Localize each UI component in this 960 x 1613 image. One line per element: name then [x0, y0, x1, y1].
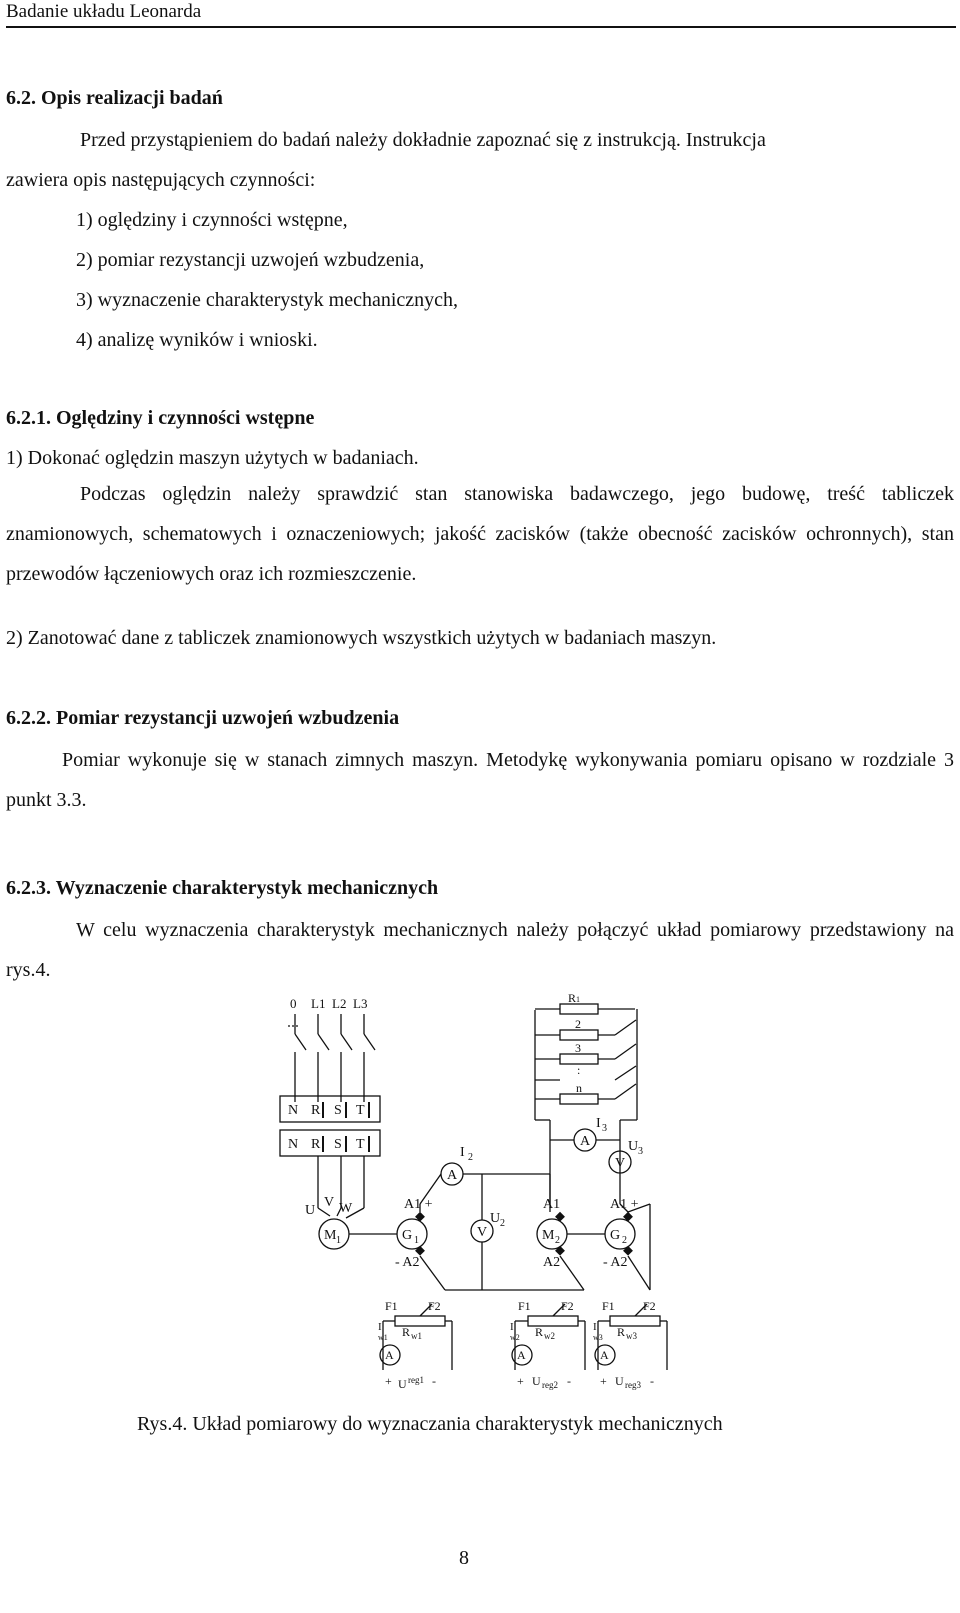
motor-terminal-v: V	[324, 1195, 335, 1210]
g2-terminal-a1: A1 +	[610, 1197, 639, 1212]
step-3: 3) wyznaczenie charakterystyk mechanicznych,	[76, 289, 459, 311]
fc3-u-sub: reg3	[625, 1380, 641, 1390]
fc1-f2: F2	[428, 1299, 441, 1313]
sub1-heading: 6.2.1. Oględziny i czynności wstępne	[6, 407, 315, 429]
starting-resistor-bank	[535, 1004, 637, 1120]
voltmeter-3-letter: V	[615, 1156, 626, 1171]
resistor-label-r: R	[568, 991, 577, 1005]
fc2-minus: -	[567, 1374, 571, 1388]
terminal-r-lower: R	[311, 1137, 321, 1152]
m2-sub: 2	[555, 1235, 560, 1246]
fc3-u: U	[615, 1374, 624, 1388]
supply-label-l2: L2	[332, 996, 347, 1011]
main-switch	[288, 1014, 375, 1102]
fc2-i-sub: w2	[510, 1333, 520, 1342]
fc3-f1: F1	[602, 1299, 615, 1313]
resistor-label-3: 3	[575, 1041, 581, 1055]
g1-terminal-a1: A1 +	[404, 1197, 433, 1212]
intro-line-2: zawiera opis następujących czynności:	[6, 169, 316, 191]
fc2-r-sub: w2	[544, 1331, 555, 1341]
fc2-r: R	[535, 1325, 544, 1339]
sub1-paragraph-block	[6, 474, 954, 594]
fc2-ammeter-letter: A	[517, 1348, 526, 1362]
voltage-3-symbol: U	[628, 1139, 639, 1154]
resistor-label-r-sub: 1	[576, 995, 580, 1004]
fc3-plus: +	[600, 1374, 607, 1388]
page-number: 8	[459, 1547, 469, 1569]
terminal-t-lower: T	[356, 1137, 365, 1152]
fc1-minus: -	[432, 1374, 436, 1388]
g1-sub: 1	[414, 1235, 419, 1246]
sub2-paragraph-block	[6, 740, 954, 820]
voltmeter-2-letter: V	[477, 1225, 488, 1240]
fc3-r: R	[617, 1325, 626, 1339]
step-1: 1) oględziny i czynności wstępne,	[76, 209, 348, 231]
m1-sub: 1	[336, 1235, 341, 1246]
sub3-heading: 6.2.3. Wyznaczenie charakterystyk mechanicznych	[6, 877, 439, 899]
fc2-u-sub: reg2	[542, 1380, 558, 1390]
terminal-r-upper: R	[311, 1103, 321, 1118]
fc1-r-sub: w1	[411, 1331, 422, 1341]
fc2-f1: F1	[518, 1299, 531, 1313]
ammeter-2-letter: A	[447, 1168, 458, 1183]
supply-label-0: 0	[290, 996, 297, 1011]
step-2: 2) pomiar rezystancji uzwojeń wzbudzenia,	[76, 249, 425, 271]
section-heading: 6.2. Opis realizacji badań	[6, 87, 223, 109]
fc3-f2: F2	[643, 1299, 656, 1313]
current-2-symbol: I	[460, 1145, 465, 1160]
sub2-heading: 6.2.2. Pomiar rezystancji uzwojeń wzbudzenia	[6, 707, 400, 729]
voltage-3-sub: 3	[638, 1146, 643, 1157]
fc3-minus: -	[650, 1374, 654, 1388]
current-3-symbol: I	[596, 1116, 601, 1131]
fc1-u-sub: reg1	[408, 1375, 424, 1385]
g1-terminal-a2: - A2	[395, 1255, 420, 1270]
g1-letter: G	[402, 1228, 413, 1243]
g2-letter: G	[610, 1228, 621, 1243]
terminal-s-lower: S	[334, 1137, 342, 1152]
terminal-s-upper: S	[334, 1103, 342, 1118]
fc2-u: U	[532, 1374, 541, 1388]
supply-label-l1: L1	[311, 996, 326, 1011]
current-2-sub: 2	[468, 1152, 473, 1163]
fc2-plus: +	[517, 1374, 524, 1388]
fc3-r-sub: w3	[626, 1331, 637, 1341]
circuit-diagram	[0, 990, 960, 1410]
fc1-i: I	[378, 1321, 382, 1333]
fc2-f2: F2	[561, 1299, 574, 1313]
resistor-label-2: 2	[575, 1017, 581, 1031]
m2-terminal-a1: A1	[543, 1197, 561, 1212]
intro-line-1: Przed przystąpieniem do badań należy dokładnie zapoznać się z instrukcją. Instrukcja	[80, 129, 766, 151]
sub1-paragraph: Podczas oględzin należy sprawdzić stan stanowiska badawczego, jego budowę, treść tabliczek znamionowych, schematowych i oznaczeniowych; jakość zacisków (także obecność zacisków ochronnych), stan przewodów łączeniowych oraz ich rozmieszczenie.	[6, 483, 954, 585]
sub1-item-2: 2) Zanotować dane z tabliczek znamionowych wszystkich użytych w badaniach maszyn.	[6, 627, 717, 649]
fc1-i-sub: w1	[378, 1333, 388, 1342]
fc1-ammeter-letter: A	[385, 1348, 394, 1362]
terminal-n-upper: N	[288, 1103, 299, 1118]
motor-terminal-w: W	[339, 1201, 353, 1216]
running-header	[6, 0, 956, 28]
motor-terminal-u: U	[305, 1203, 316, 1218]
sub2-paragraph: Pomiar wykonuje się w stanach zimnych maszyn. Metodykę wykonywania pomiaru opisano w rozdziale 3 punkt 3.3.	[6, 749, 954, 811]
figure-caption: Rys.4. Układ pomiarowy do wyznaczania charakterystyk mechanicznych	[137, 1413, 723, 1435]
fc1-plus: +	[385, 1374, 392, 1388]
fc1-f1: F1	[385, 1299, 398, 1313]
fc1-r: R	[402, 1325, 411, 1339]
sub3-paragraph-block	[6, 910, 954, 990]
supply-label-l3: L3	[353, 996, 368, 1011]
fc2-i: I	[510, 1321, 514, 1333]
terminal-n-lower: N	[288, 1137, 299, 1152]
fc3-ammeter-letter: A	[600, 1348, 609, 1362]
resistor-label-n: n	[576, 1081, 582, 1095]
terminal-t-upper: T	[356, 1103, 365, 1118]
g2-terminal-a2: - A2	[603, 1255, 628, 1270]
step-4: 4) analizę wyników i wnioski.	[76, 329, 318, 351]
fc1-u: U	[398, 1377, 407, 1391]
fc3-i-sub: w3	[593, 1333, 603, 1342]
voltage-2-sub: 2	[500, 1218, 505, 1229]
voltage-2-symbol: U	[490, 1211, 501, 1226]
resistor-label-dots: :	[577, 1063, 581, 1077]
m2-letter: M	[542, 1228, 555, 1243]
sub1-item-1: 1) Dokonać oględzin maszyn użytych w badaniach.	[6, 447, 419, 469]
sub3-paragraph: W celu wyznaczenia charakterystyk mechanicznych należy połączyć układ pomiarowy przedstawiony na rys.4.	[6, 919, 954, 981]
current-3-sub: 3	[602, 1123, 607, 1134]
fc3-i: I	[593, 1321, 597, 1333]
m2-terminal-a2: A2	[543, 1255, 561, 1270]
ammeter-3-letter: A	[580, 1134, 591, 1149]
g2-sub: 2	[622, 1235, 627, 1246]
header-title: Badanie układu Leonarda	[6, 1, 202, 22]
m1-letter: M	[324, 1228, 337, 1243]
